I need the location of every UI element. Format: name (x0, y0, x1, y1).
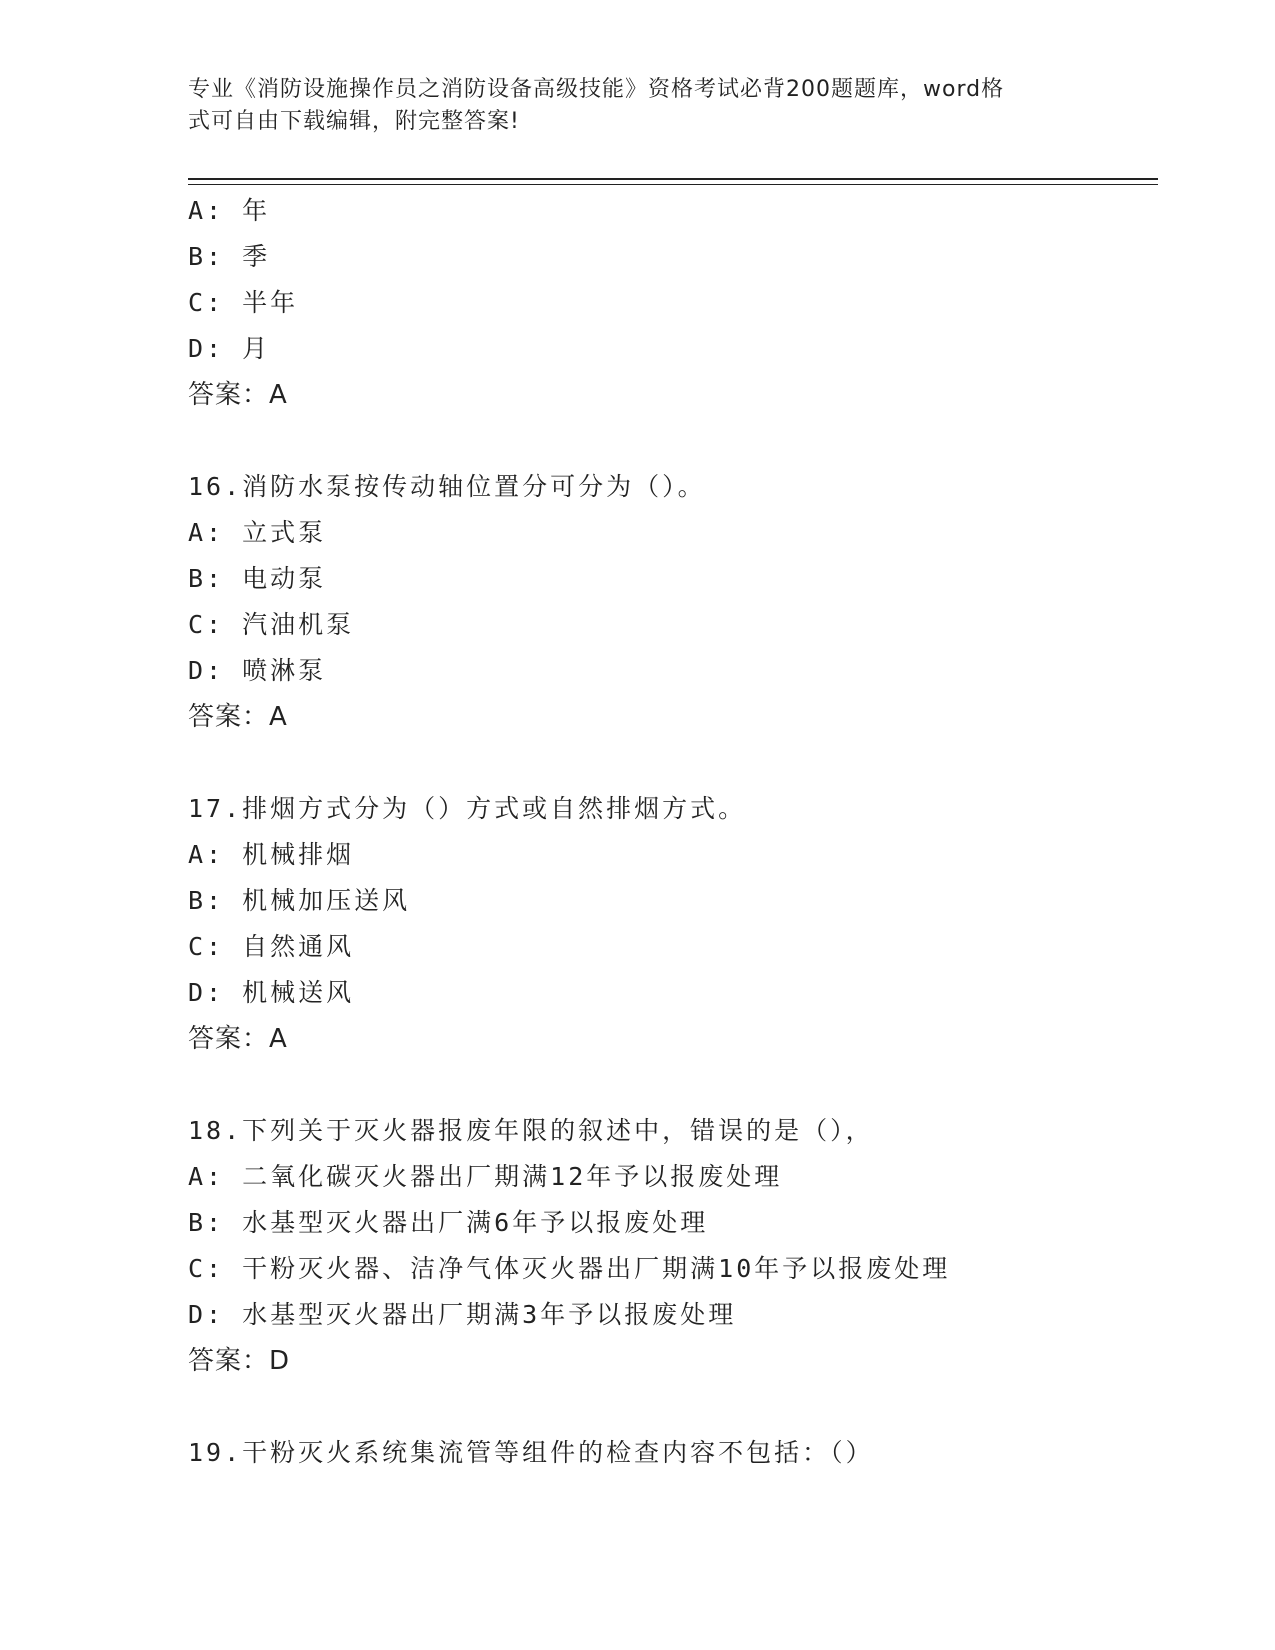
spacer (188, 740, 1168, 786)
option-c: C: 半年 (188, 288, 299, 317)
question-block-19 (188, 1430, 1168, 1476)
header-divider-thick (188, 178, 1158, 180)
document-header (188, 74, 1068, 138)
question-block-15 (188, 188, 1168, 418)
question-stem: 17.排烟方式分为（）方式或自然排烟方式。 (188, 794, 747, 823)
option-a: A: 二氧化碳灭火器出厂期满12年予以报废处理 (188, 1162, 783, 1191)
answer: 答案：A (188, 380, 288, 410)
option-a: A: 立式泵 (188, 518, 327, 547)
option-c: C: 干粉灭火器、洁净气体灭火器出厂期满10年予以报废处理 (188, 1254, 951, 1283)
option-a: A: 机械排烟 (188, 840, 355, 869)
spacer (188, 418, 1168, 464)
option-c: C: 汽油机泵 (188, 610, 355, 639)
spacer (188, 1062, 1168, 1108)
option-b: B: 电动泵 (188, 564, 327, 593)
option-b: B: 水基型灭火器出厂满6年予以报废处理 (188, 1208, 709, 1237)
question-stem: 18.下列关于灭火器报废年限的叙述中，错误的是（）， (188, 1116, 874, 1145)
option-d: D: 机械送风 (188, 978, 355, 1007)
question-block-16 (188, 464, 1168, 740)
option-d: D: 喷淋泵 (188, 656, 327, 685)
question-block-17 (188, 786, 1168, 1062)
option-d: D: 水基型灭火器出厂期满3年予以报废处理 (188, 1300, 737, 1329)
answer: 答案：A (188, 1024, 288, 1054)
option-c: C: 自然通风 (188, 932, 355, 961)
answer: 答案：D (188, 1346, 291, 1376)
option-b: B: 机械加压送风 (188, 886, 411, 915)
option-d: D: 月 (188, 334, 271, 363)
header-line-1: 专业《消防设施操作员之消防设备高级技能》资格考试必背200题题库，word格 (188, 77, 1005, 102)
header-line-2: 式可自由下载编辑，附完整答案! (188, 109, 520, 134)
option-a: A: 年 (188, 196, 271, 225)
question-block-18 (188, 1108, 1168, 1384)
question-list (188, 188, 1168, 1476)
question-stem: 19.干粉灭火系统集流管等组件的检查内容不包括：（） (188, 1438, 874, 1467)
question-stem: 16.消防水泵按传动轴位置分可分为（）。 (188, 472, 706, 501)
option-b: B: 季 (188, 242, 271, 271)
answer: 答案：A (188, 702, 288, 732)
spacer (188, 1384, 1168, 1430)
header-divider-thin (188, 184, 1158, 185)
